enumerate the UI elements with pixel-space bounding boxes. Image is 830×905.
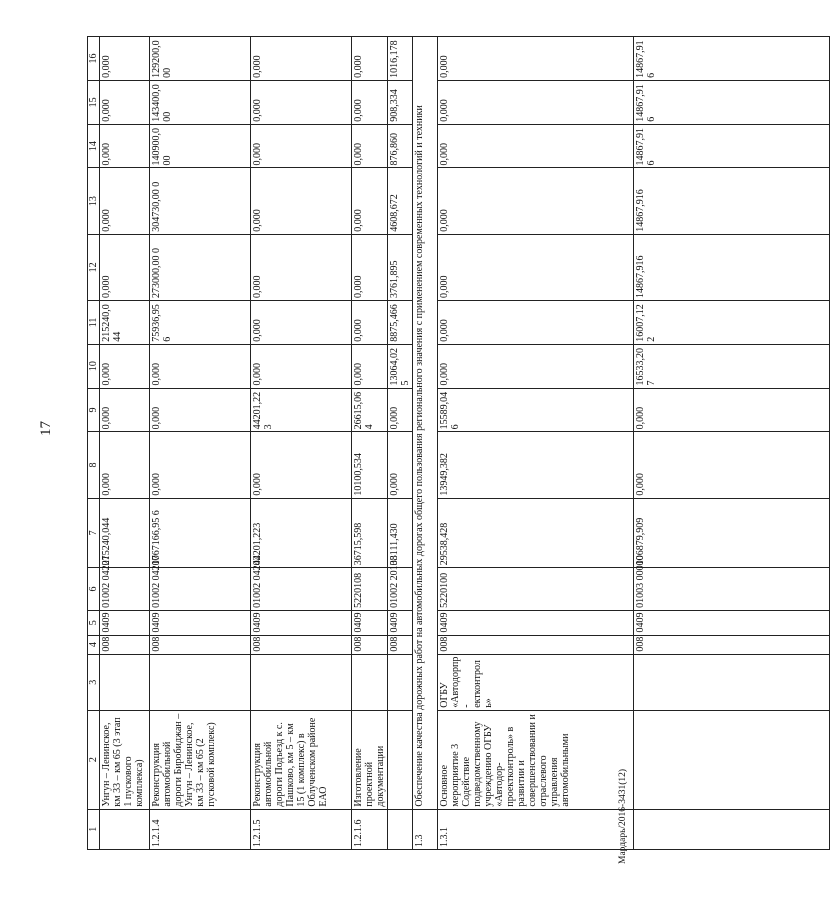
- cell-col-15: 143400,0 00: [150, 80, 251, 124]
- cell-col-8: 0,000: [150, 432, 251, 498]
- cell-col-13: 14867,916: [634, 168, 830, 234]
- column-number: 3: [88, 654, 100, 710]
- cell-col-5: 0409: [251, 610, 352, 635]
- document-reference: Мардарь/2016-3431(12): [618, 768, 628, 864]
- cell-col-15: 0,000: [438, 80, 634, 124]
- cell-col-4: 008: [352, 635, 388, 654]
- cell-col-2: [634, 710, 830, 809]
- cell-col-14: 0,000: [352, 124, 388, 168]
- section-number: 1.3: [413, 809, 438, 849]
- cell-col-4: 008: [251, 635, 352, 654]
- cell-col-1: [100, 809, 150, 849]
- column-number: 10: [88, 344, 100, 388]
- cell-col-5: 0409: [150, 610, 251, 635]
- column-number: 15: [88, 80, 100, 124]
- cell-col-16: 0,000: [352, 37, 388, 81]
- cell-col-12: 3761,895: [388, 234, 413, 300]
- cell-col-3: ОГБУ «Автодорпр- ектконтроль»: [438, 654, 634, 710]
- section-title: Обеспечение качества дорожных работ на автомобильных дорогах общего пользования регионального значения с применением современных технологий и техники: [413, 37, 438, 810]
- cell-col-10: 0,000: [251, 344, 352, 388]
- cell-col-14: 140900,0 00: [150, 124, 251, 168]
- budget-table-rotated: [87, 36, 657, 850]
- cell-col-4: 008: [388, 635, 413, 654]
- cell-col-16: 129200,0 00: [150, 37, 251, 81]
- cell-col-10: 16533,20 7: [634, 344, 830, 388]
- column-number: 1: [88, 809, 100, 849]
- column-number: 5: [88, 610, 100, 635]
- cell-col-11: 0,000: [352, 300, 388, 344]
- cell-col-1: 1.3.1: [438, 809, 634, 849]
- cell-col-6: 5220100: [438, 568, 634, 611]
- column-number: 2: [88, 710, 100, 809]
- cell-col-10: 0,000: [100, 344, 150, 388]
- cell-col-9: 0,000: [100, 388, 150, 432]
- cell-col-14: 0,000: [438, 124, 634, 168]
- table-row: [352, 37, 388, 850]
- cell-col-6: 5220108: [352, 568, 388, 611]
- cell-col-1: 1.2.1.4: [150, 809, 251, 849]
- cell-col-4: 008: [438, 635, 634, 654]
- cell-col-9: 44201,22 3: [251, 388, 352, 432]
- cell-col-14: 14867,91 6: [634, 124, 830, 168]
- cell-col-8: 0,000: [251, 432, 352, 498]
- column-number: 8: [88, 432, 100, 498]
- budget-table: [87, 36, 830, 850]
- cell-col-12: 0,000: [352, 234, 388, 300]
- cell-col-8: 0,000: [388, 432, 413, 498]
- cell-col-6: 01003 00000: [634, 568, 830, 611]
- cell-col-1: [634, 809, 830, 849]
- cell-col-5: 0409: [388, 610, 413, 635]
- cell-col-16: 1016,178: [388, 37, 413, 81]
- cell-col-9: 26615,06 4: [352, 388, 388, 432]
- cell-col-11: 215240,0 44: [100, 300, 150, 344]
- cell-col-15: 0,000: [251, 80, 352, 124]
- table-row: [150, 37, 251, 850]
- cell-col-11: 0,000: [438, 300, 634, 344]
- column-number: 6: [88, 568, 100, 611]
- cell-col-9: 15589,04 6: [438, 388, 634, 432]
- cell-col-6: 01002 04207: [150, 568, 251, 611]
- cell-col-11: 0,000: [251, 300, 352, 344]
- cell-col-11: 16007,12 2: [634, 300, 830, 344]
- column-number: 12: [88, 234, 100, 300]
- cell-col-4: 008: [150, 635, 251, 654]
- cell-col-13: 0,000: [100, 168, 150, 234]
- cell-col-13: 4608,672: [388, 168, 413, 234]
- cell-col-6: 01002 04202: [251, 568, 352, 611]
- cell-col-15: 0,000: [352, 80, 388, 124]
- cell-col-3: [251, 654, 352, 710]
- cell-col-3: [388, 654, 413, 710]
- cell-col-15: 14867,91 6: [634, 80, 830, 124]
- cell-col-9: 0,000: [150, 388, 251, 432]
- cell-col-12: 0,000: [100, 234, 150, 300]
- column-number-row: [88, 37, 100, 850]
- cell-col-2: Реконструкция автомобильной дороги Биробиджан – Унгун – Ленинское, км 33 – км 65 (2 пусковой комплекс): [150, 710, 251, 809]
- cell-col-6: 01002 20108: [388, 568, 413, 611]
- cell-col-2: Реконструкция автомобильной дороги Подъезд к с. Пашково, км 5 – км 15 (1 комплекс) в Облученском районе ЕАО: [251, 710, 352, 809]
- table-row: [388, 37, 413, 850]
- cell-col-7: 29538,428: [438, 498, 634, 568]
- section-row-1-3: [413, 37, 438, 850]
- cell-col-7: 33111,430: [388, 498, 413, 568]
- cell-col-13: 0,000: [251, 168, 352, 234]
- cell-col-4: 008: [100, 635, 150, 654]
- cell-col-13: 0,000: [352, 168, 388, 234]
- cell-col-10: 0,000: [150, 344, 251, 388]
- cell-col-11: 75936,95 6: [150, 300, 251, 344]
- cell-col-15: 908,334: [388, 80, 413, 124]
- cell-col-1: 1.2.1.6: [352, 809, 388, 849]
- cell-col-5: 0409: [438, 610, 634, 635]
- cell-col-6: 01002 04207: [100, 568, 150, 611]
- cell-col-8: 0,000: [100, 432, 150, 498]
- cell-col-15: 0,000: [100, 80, 150, 124]
- column-number: 11: [88, 300, 100, 344]
- table-row: [438, 37, 634, 850]
- cell-col-11: 8875,466: [388, 300, 413, 344]
- cell-col-3: [100, 654, 150, 710]
- cell-col-2: Унгун – Ленинское, км 33 – км 65 (3 этап 1 пускового комплекса): [100, 710, 150, 809]
- cell-col-1: [388, 809, 413, 849]
- cell-col-7: 215240,044: [100, 498, 150, 568]
- cell-col-10: 13064,02 5: [388, 344, 413, 388]
- cell-col-12: 273000,00 0: [150, 234, 251, 300]
- cell-col-5: 0409: [100, 610, 150, 635]
- cell-col-5: 0409: [352, 610, 388, 635]
- cell-col-16: 14867,91 6: [634, 37, 830, 81]
- column-number: 14: [88, 124, 100, 168]
- column-number: 16: [88, 37, 100, 81]
- cell-col-8: 10100,534: [352, 432, 388, 498]
- cell-col-7: 44201,223: [251, 498, 352, 568]
- cell-col-3: [150, 654, 251, 710]
- cell-col-13: 304730,00 0: [150, 168, 251, 234]
- cell-col-9: 0,000: [634, 388, 830, 432]
- cell-col-14: 0,000: [100, 124, 150, 168]
- cell-col-7: 106879,909: [634, 498, 830, 568]
- cell-col-5: 0409: [634, 610, 830, 635]
- table-row: [634, 37, 830, 850]
- table-row: [100, 37, 150, 850]
- cell-col-9: 0,000: [388, 388, 413, 432]
- cell-col-12: 14867,916: [634, 234, 830, 300]
- cell-col-10: 0,000: [352, 344, 388, 388]
- column-number: 13: [88, 168, 100, 234]
- table-row: [251, 37, 352, 850]
- cell-col-16: 0,000: [251, 37, 352, 81]
- cell-col-3: [352, 654, 388, 710]
- cell-col-7: 36715,598: [352, 498, 388, 568]
- cell-col-12: 0,000: [251, 234, 352, 300]
- cell-col-7: 1067166,95 6: [150, 498, 251, 568]
- cell-col-16: 0,000: [438, 37, 634, 81]
- cell-col-16: 0,000: [100, 37, 150, 81]
- cell-col-12: 0,000: [438, 234, 634, 300]
- cell-col-2: [388, 710, 413, 809]
- cell-col-8: 13949,382: [438, 432, 634, 498]
- cell-col-4: 008: [634, 635, 830, 654]
- cell-col-13: 0,000: [438, 168, 634, 234]
- cell-col-3: [634, 654, 830, 710]
- cell-col-14: 876,860: [388, 124, 413, 168]
- cell-col-10: 0,000: [438, 344, 634, 388]
- cell-col-1: 1.2.1.5: [251, 809, 352, 849]
- column-number: 7: [88, 498, 100, 568]
- page-number: 17: [38, 421, 54, 436]
- cell-col-14: 0,000: [251, 124, 352, 168]
- column-number: 9: [88, 388, 100, 432]
- cell-col-8: 0,000: [634, 432, 830, 498]
- column-number: 4: [88, 635, 100, 654]
- cell-col-2: Изготовление проектной документации: [352, 710, 388, 809]
- cell-col-2: Основное мероприятие 3 Содействие подведомственному учреждению ОГБУ «Автодор- проектконтроль» в развитии и совершенствовании и отраслевого управления автомобильными: [438, 710, 634, 809]
